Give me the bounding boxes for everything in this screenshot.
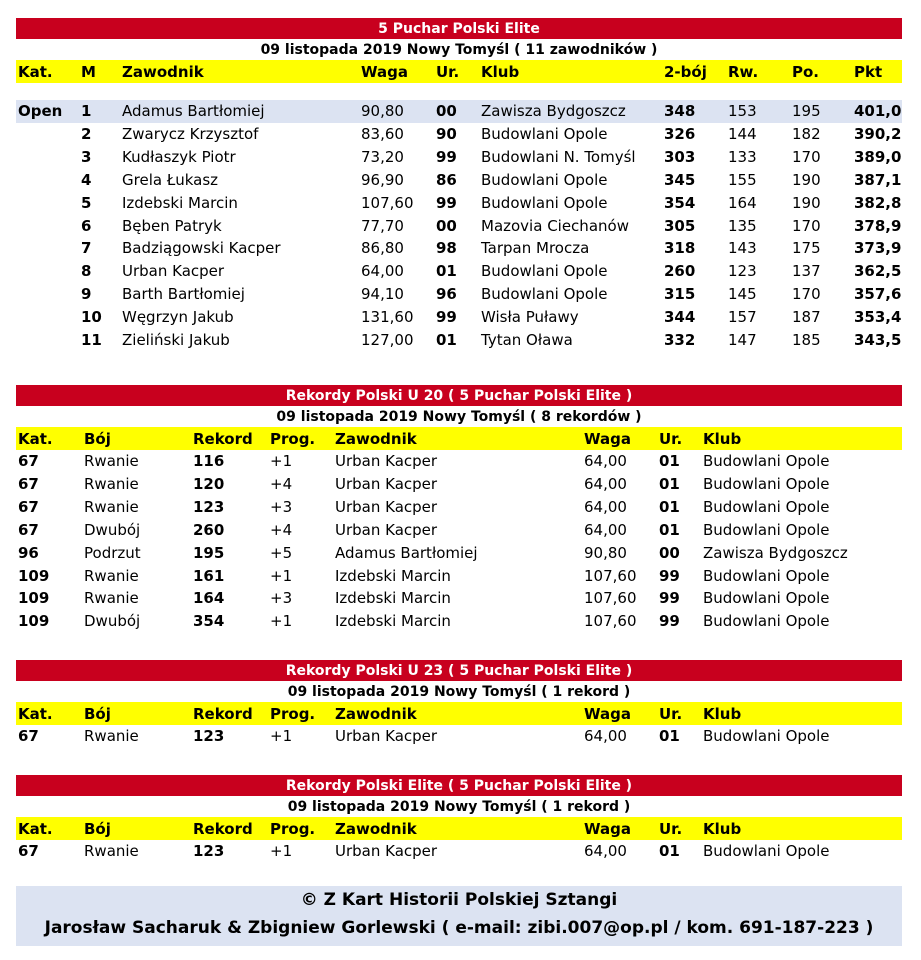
cell-record: 123 bbox=[193, 498, 225, 517]
header-kat: Kat. bbox=[18, 704, 53, 723]
cell-clean-jerk: 182 bbox=[792, 125, 821, 144]
cell-year: 01 bbox=[659, 727, 680, 746]
cell-total: 315 bbox=[664, 285, 696, 304]
cell-place: 3 bbox=[81, 148, 92, 167]
cell-total: 260 bbox=[664, 262, 696, 281]
table-row bbox=[16, 610, 902, 633]
cell-lift: Rwanie bbox=[84, 589, 139, 608]
cell-lift: Rwanie bbox=[84, 727, 139, 746]
cell-weight: 90,80 bbox=[584, 543, 627, 562]
header-zawodnik: Zawodnik bbox=[335, 819, 417, 838]
table-row bbox=[16, 214, 902, 237]
cell-lift: Rwanie bbox=[84, 566, 139, 585]
cell-year: 01 bbox=[436, 330, 457, 349]
header-zawodnik: Zawodnik bbox=[122, 62, 204, 81]
cell-progress: +4 bbox=[270, 475, 293, 494]
cell-weight: 83,60 bbox=[361, 125, 404, 144]
u20-rows bbox=[16, 450, 902, 633]
cell-place: 5 bbox=[81, 193, 92, 212]
u23-section bbox=[16, 660, 902, 748]
table-row bbox=[16, 283, 902, 306]
cell-club: Budowlani Opole bbox=[481, 262, 608, 281]
header-waga: Waga bbox=[584, 429, 631, 448]
cell-progress: +5 bbox=[270, 543, 293, 562]
cell-club: Wisła Puławy bbox=[481, 308, 579, 327]
cell-snatch: 144 bbox=[728, 125, 757, 144]
cell-weight: 107,60 bbox=[584, 566, 637, 585]
cell-year: 01 bbox=[659, 452, 680, 471]
cell-lift: Podrzut bbox=[84, 543, 141, 562]
cell-weight: 86,80 bbox=[361, 239, 404, 258]
cell-athlete: Adamus Bartłomiej bbox=[122, 102, 265, 121]
cell-year: 90 bbox=[436, 125, 457, 144]
cell-athlete: Izdebski Marcin bbox=[335, 589, 451, 608]
header-po: Po. bbox=[792, 62, 819, 81]
header-klub: Klub bbox=[481, 62, 520, 81]
cell-athlete: Urban Kacper bbox=[335, 520, 438, 539]
cell-record: 123 bbox=[193, 842, 225, 861]
cell-clean-jerk: 195 bbox=[792, 102, 821, 121]
cell-clean-jerk: 185 bbox=[792, 330, 821, 349]
cell-points: 353,4 bbox=[854, 308, 902, 327]
header-prog: Prog. bbox=[270, 429, 316, 448]
table-row bbox=[16, 306, 902, 329]
header-boj: Bój bbox=[84, 429, 111, 448]
cell-weight: 94,10 bbox=[361, 285, 404, 304]
table-row bbox=[16, 519, 902, 542]
cell-category: 109 bbox=[18, 612, 50, 631]
elite-section bbox=[16, 775, 902, 863]
cell-athlete: Izdebski Marcin bbox=[335, 566, 451, 585]
cell-weight: 90,80 bbox=[361, 102, 404, 121]
cell-club: Tytan Oława bbox=[481, 330, 573, 349]
cell-weight: 131,60 bbox=[361, 308, 414, 327]
cell-athlete: Grela Łukasz bbox=[122, 170, 219, 189]
u23-title: Rekordy Polski U 23 ( 5 Puchar Polski Elite ) bbox=[16, 660, 902, 682]
elite-rows bbox=[16, 840, 902, 863]
header-prog: Prog. bbox=[270, 819, 316, 838]
cell-clean-jerk: 175 bbox=[792, 239, 821, 258]
header-ur: Ur. bbox=[436, 62, 460, 81]
cell-place: 9 bbox=[81, 285, 92, 304]
cell-year: 00 bbox=[659, 543, 680, 562]
cell-record: 161 bbox=[193, 566, 225, 585]
cell-points: 378,9 bbox=[854, 216, 902, 235]
cell-weight: 77,70 bbox=[361, 216, 404, 235]
cell-athlete: Izdebski Marcin bbox=[122, 193, 238, 212]
cell-weight: 107,60 bbox=[361, 193, 414, 212]
footer-contact: Jarosław Sacharuk & Zbigniew Gorlewski ( e-mail: zibi.007@op.pl / kom. 691-187-223 ) bbox=[44, 918, 874, 938]
results-header-row bbox=[16, 60, 902, 83]
cell-snatch: 147 bbox=[728, 330, 757, 349]
cell-category: 109 bbox=[18, 589, 50, 608]
cell-points: 389,0 bbox=[854, 148, 902, 167]
cell-club: Budowlani Opole bbox=[703, 612, 830, 631]
header-ur: Ur. bbox=[659, 819, 683, 838]
cell-record: 164 bbox=[193, 589, 225, 608]
cell-snatch: 153 bbox=[728, 102, 757, 121]
cell-points: 362,5 bbox=[854, 262, 902, 281]
cell-year: 99 bbox=[436, 308, 457, 327]
cell-progress: +1 bbox=[270, 566, 293, 585]
u23-header-row bbox=[16, 702, 902, 725]
cell-club: Budowlani Opole bbox=[703, 842, 830, 861]
cell-lift: Dwubój bbox=[84, 520, 141, 539]
cell-club: Tarpan Mrocza bbox=[481, 239, 590, 258]
cell-record: 123 bbox=[193, 727, 225, 746]
cell-total: 326 bbox=[664, 125, 696, 144]
cell-place: 1 bbox=[81, 102, 92, 121]
cell-lift: Rwanie bbox=[84, 475, 139, 494]
cell-athlete: Węgrzyn Jakub bbox=[122, 308, 234, 327]
header-rw: Rw. bbox=[728, 62, 759, 81]
cell-record: 120 bbox=[193, 475, 225, 494]
header-kat: Kat. bbox=[18, 62, 53, 81]
cell-weight: 127,00 bbox=[361, 330, 414, 349]
header-zawodnik: Zawodnik bbox=[335, 429, 417, 448]
cell-year: 99 bbox=[659, 589, 680, 608]
cell-club: Budowlani Opole bbox=[481, 125, 608, 144]
u20-subtitle: 09 listopada 2019 Nowy Tomyśl ( 8 rekordów ) bbox=[276, 409, 642, 425]
u20-header-row bbox=[16, 427, 902, 450]
header-rekord: Rekord bbox=[193, 704, 253, 723]
table-row bbox=[16, 169, 902, 192]
results-subtitle: 09 listopada 2019 Nowy Tomyśl ( 11 zawodników ) bbox=[260, 42, 658, 58]
cell-place: 7 bbox=[81, 239, 92, 258]
table-row bbox=[16, 587, 902, 610]
cell-year: 01 bbox=[659, 520, 680, 539]
table-row bbox=[16, 725, 902, 748]
cell-place: 8 bbox=[81, 262, 92, 281]
cell-category: 67 bbox=[18, 475, 39, 494]
header-kat: Kat. bbox=[18, 429, 53, 448]
cell-year: 98 bbox=[436, 239, 457, 258]
cell-total: 305 bbox=[664, 216, 696, 235]
cell-athlete: Zieliński Jakub bbox=[122, 330, 230, 349]
cell-athlete: Urban Kacper bbox=[335, 727, 438, 746]
cell-year: 01 bbox=[659, 842, 680, 861]
cell-club: Budowlani Opole bbox=[703, 498, 830, 517]
elite-header-row bbox=[16, 817, 902, 840]
cell-points: 343,5 bbox=[854, 330, 902, 349]
header-pkt: Pkt bbox=[854, 62, 883, 81]
cell-points: 390,2 bbox=[854, 125, 902, 144]
cell-points: 387,1 bbox=[854, 170, 902, 189]
header-klub: Klub bbox=[703, 819, 742, 838]
cell-place: 11 bbox=[81, 330, 102, 349]
cell-category: 67 bbox=[18, 727, 39, 746]
table-row bbox=[16, 260, 902, 283]
cell-clean-jerk: 187 bbox=[792, 308, 821, 327]
u23-subtitle: 09 listopada 2019 Nowy Tomyśl ( 1 rekord ) bbox=[287, 684, 631, 700]
cell-points: 373,9 bbox=[854, 239, 902, 258]
cell-athlete: Urban Kacper bbox=[335, 475, 438, 494]
cell-weight: 64,00 bbox=[584, 842, 627, 861]
cell-snatch: 123 bbox=[728, 262, 757, 281]
cell-clean-jerk: 170 bbox=[792, 148, 821, 167]
cell-clean-jerk: 190 bbox=[792, 170, 821, 189]
table-row bbox=[16, 564, 902, 587]
cell-year: 00 bbox=[436, 102, 457, 121]
cell-points: 401,0 bbox=[854, 102, 902, 121]
cell-club: Budowlani Opole bbox=[703, 475, 830, 494]
footer-copyright: © Z Kart Historii Polskiej Sztangi bbox=[300, 890, 618, 910]
cell-weight: 64,00 bbox=[584, 452, 627, 471]
cell-category: 67 bbox=[18, 452, 39, 471]
cell-points: 357,6 bbox=[854, 285, 902, 304]
cell-total: 344 bbox=[664, 308, 696, 327]
cell-year: 00 bbox=[436, 216, 457, 235]
cell-club: Budowlani Opole bbox=[703, 566, 830, 585]
cell-club: Zawisza Bydgoszcz bbox=[703, 543, 848, 562]
cell-total: 318 bbox=[664, 239, 696, 258]
table-row bbox=[16, 191, 902, 214]
cell-clean-jerk: 137 bbox=[792, 262, 821, 281]
cell-club: Budowlani Opole bbox=[703, 589, 830, 608]
header-klub: Klub bbox=[703, 429, 742, 448]
cell-year: 01 bbox=[659, 498, 680, 517]
cell-lift: Rwanie bbox=[84, 452, 139, 471]
cell-club: Budowlani Opole bbox=[703, 727, 830, 746]
header-boj: Bój bbox=[84, 819, 111, 838]
cell-athlete: Adamus Bartłomiej bbox=[335, 543, 478, 562]
header-klub: Klub bbox=[703, 704, 742, 723]
cell-club: Budowlani Opole bbox=[703, 520, 830, 539]
cell-total: 332 bbox=[664, 330, 696, 349]
header-waga: Waga bbox=[584, 704, 631, 723]
u23-rows bbox=[16, 725, 902, 748]
header-zawodnik: Zawodnik bbox=[335, 704, 417, 723]
cell-record: 195 bbox=[193, 543, 225, 562]
cell-place: 4 bbox=[81, 170, 92, 189]
cell-year: 99 bbox=[436, 148, 457, 167]
header-prog: Prog. bbox=[270, 704, 316, 723]
cell-club: Mazovia Ciechanów bbox=[481, 216, 629, 235]
cell-snatch: 164 bbox=[728, 193, 757, 212]
cell-clean-jerk: 170 bbox=[792, 216, 821, 235]
cell-weight: 96,90 bbox=[361, 170, 404, 189]
cell-snatch: 155 bbox=[728, 170, 757, 189]
cell-progress: +3 bbox=[270, 498, 293, 517]
cell-athlete: Izdebski Marcin bbox=[335, 612, 451, 631]
cell-category: 109 bbox=[18, 566, 50, 585]
header-kat: Kat. bbox=[18, 819, 53, 838]
cell-weight: 64,00 bbox=[361, 262, 404, 281]
cell-athlete: Barth Bartłomiej bbox=[122, 285, 245, 304]
table-row bbox=[16, 328, 902, 351]
cell-category: 67 bbox=[18, 842, 39, 861]
cell-category: 67 bbox=[18, 498, 39, 517]
cell-place: 6 bbox=[81, 216, 92, 235]
header-2boj: 2-bój bbox=[664, 62, 707, 81]
cell-progress: +4 bbox=[270, 520, 293, 539]
cell-club: Budowlani Opole bbox=[481, 193, 608, 212]
cell-snatch: 143 bbox=[728, 239, 757, 258]
header-boj: Bój bbox=[84, 704, 111, 723]
cell-club: Budowlani N. Tomyśl bbox=[481, 148, 636, 167]
cell-club: Budowlani Opole bbox=[703, 452, 830, 471]
table-row bbox=[16, 541, 902, 564]
cell-category: 67 bbox=[18, 520, 39, 539]
header-rekord: Rekord bbox=[193, 819, 253, 838]
cell-clean-jerk: 190 bbox=[792, 193, 821, 212]
table-row bbox=[16, 237, 902, 260]
cell-record: 260 bbox=[193, 520, 225, 539]
table-row bbox=[16, 450, 902, 473]
table-row bbox=[16, 473, 902, 496]
cell-clean-jerk: 170 bbox=[792, 285, 821, 304]
header-waga: Waga bbox=[361, 62, 408, 81]
cell-club: Budowlani Opole bbox=[481, 170, 608, 189]
cell-athlete: Urban Kacper bbox=[335, 842, 438, 861]
cell-place: 10 bbox=[81, 308, 102, 327]
header-rekord: Rekord bbox=[193, 429, 253, 448]
u20-section bbox=[16, 385, 902, 633]
cell-category: 96 bbox=[18, 543, 39, 562]
u20-title: Rekordy Polski U 20 ( 5 Puchar Polski Elite ) bbox=[16, 385, 902, 407]
results-section bbox=[16, 18, 902, 351]
cell-progress: +1 bbox=[270, 727, 293, 746]
cell-snatch: 157 bbox=[728, 308, 757, 327]
cell-weight: 64,00 bbox=[584, 727, 627, 746]
cell-progress: +1 bbox=[270, 842, 293, 861]
cell-lift: Dwubój bbox=[84, 612, 141, 631]
cell-athlete: Bęben Patryk bbox=[122, 216, 222, 235]
header-waga: Waga bbox=[584, 819, 631, 838]
cell-total: 345 bbox=[664, 170, 696, 189]
cell-lift: Rwanie bbox=[84, 842, 139, 861]
cell-athlete: Zwarycz Krzysztof bbox=[122, 125, 259, 144]
cell-year: 96 bbox=[436, 285, 457, 304]
cell-club: Zawisza Bydgoszcz bbox=[481, 102, 626, 121]
cell-year: 01 bbox=[436, 262, 457, 281]
table-row bbox=[16, 496, 902, 519]
cell-total: 303 bbox=[664, 148, 696, 167]
results-rows bbox=[16, 100, 902, 351]
cell-snatch: 135 bbox=[728, 216, 757, 235]
cell-lift: Rwanie bbox=[84, 498, 139, 517]
cell-progress: +3 bbox=[270, 589, 293, 608]
header-m: M bbox=[81, 62, 96, 81]
cell-athlete: Kudłaszyk Piotr bbox=[122, 148, 236, 167]
elite-subtitle: 09 listopada 2019 Nowy Tomyśl ( 1 rekord ) bbox=[287, 799, 631, 815]
cell-weight: 64,00 bbox=[584, 475, 627, 494]
cell-year: 99 bbox=[659, 612, 680, 631]
cell-athlete: Urban Kacper bbox=[335, 452, 438, 471]
results-title: 5 Puchar Polski Elite bbox=[16, 18, 902, 40]
cell-year: 99 bbox=[436, 193, 457, 212]
cell-weight: 64,00 bbox=[584, 498, 627, 517]
table-row bbox=[16, 123, 902, 146]
header-ur: Ur. bbox=[659, 704, 683, 723]
cell-total: 354 bbox=[664, 193, 696, 212]
cell-record: 116 bbox=[193, 452, 225, 471]
cell-progress: +1 bbox=[270, 452, 293, 471]
cell-total: 348 bbox=[664, 102, 696, 121]
cell-club: Budowlani Opole bbox=[481, 285, 608, 304]
cell-place: 2 bbox=[81, 125, 92, 144]
cell-progress: +1 bbox=[270, 612, 293, 631]
cell-points: 382,8 bbox=[854, 193, 902, 212]
cell-athlete: Badziągowski Kacper bbox=[122, 239, 281, 258]
cell-category: Open bbox=[18, 102, 63, 121]
cell-athlete: Urban Kacper bbox=[122, 262, 225, 281]
table-row bbox=[16, 146, 902, 169]
cell-weight: 107,60 bbox=[584, 589, 637, 608]
cell-year: 01 bbox=[659, 475, 680, 494]
cell-snatch: 145 bbox=[728, 285, 757, 304]
table-row bbox=[16, 100, 902, 123]
cell-record: 354 bbox=[193, 612, 225, 631]
cell-snatch: 133 bbox=[728, 148, 757, 167]
header-ur: Ur. bbox=[659, 429, 683, 448]
cell-weight: 73,20 bbox=[361, 148, 404, 167]
cell-weight: 107,60 bbox=[584, 612, 637, 631]
table-row bbox=[16, 840, 902, 863]
cell-year: 86 bbox=[436, 170, 457, 189]
footer bbox=[16, 886, 902, 946]
cell-weight: 64,00 bbox=[584, 520, 627, 539]
cell-year: 99 bbox=[659, 566, 680, 585]
elite-title: Rekordy Polski Elite ( 5 Puchar Polski Elite ) bbox=[16, 775, 902, 797]
cell-athlete: Urban Kacper bbox=[335, 498, 438, 517]
